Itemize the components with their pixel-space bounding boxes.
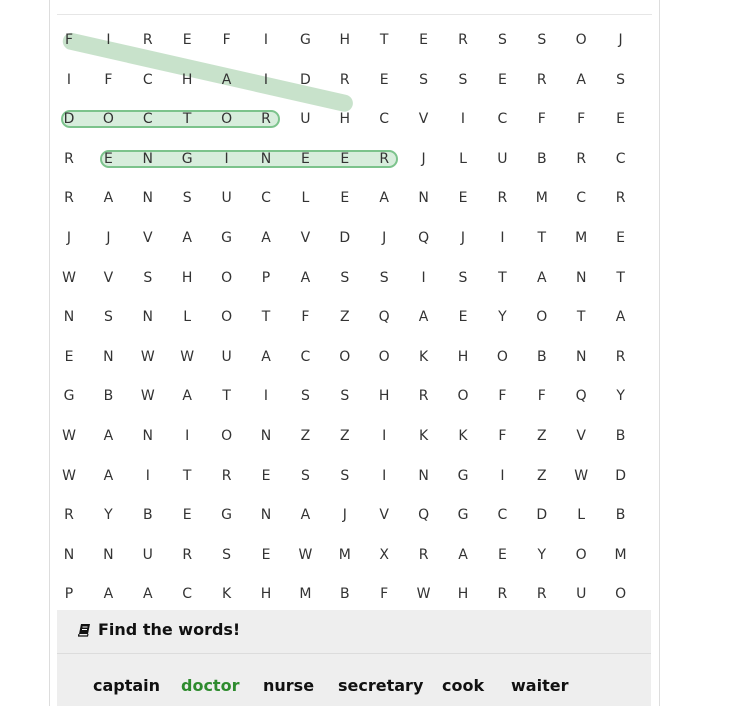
- grid-letter[interactable]: R: [576, 150, 587, 167]
- grid-letter[interactable]: F: [104, 71, 113, 88]
- grid-letter[interactable]: Q: [378, 309, 390, 326]
- grid-letter[interactable]: P: [64, 586, 74, 603]
- grid-letter[interactable]: R: [379, 150, 390, 167]
- grid-letter[interactable]: H: [339, 111, 351, 128]
- grid-letter[interactable]: A: [103, 190, 114, 207]
- grid-letter[interactable]: Z: [340, 428, 350, 444]
- grid-letter[interactable]: E: [497, 71, 507, 88]
- grid-letter[interactable]: C: [142, 71, 153, 88]
- grid-letter[interactable]: E: [300, 150, 310, 167]
- grid-letter[interactable]: W: [62, 467, 76, 484]
- grid-letter[interactable]: O: [615, 586, 627, 603]
- grid-letter[interactable]: G: [457, 467, 469, 484]
- grid-letter[interactable]: R: [418, 546, 429, 563]
- grid-letter[interactable]: T: [379, 32, 389, 48]
- grid-letter[interactable]: Y: [498, 309, 507, 326]
- grid-letter[interactable]: A: [379, 190, 389, 207]
- grid-letter[interactable]: V: [576, 428, 586, 444]
- grid-letter[interactable]: T: [261, 309, 271, 326]
- grid-letter[interactable]: Q: [575, 388, 587, 405]
- grid-letter[interactable]: L: [577, 507, 586, 524]
- grid-letter[interactable]: V: [143, 230, 153, 246]
- grid-letter[interactable]: R: [536, 586, 547, 603]
- grid-letter[interactable]: O: [496, 348, 508, 365]
- grid-letter[interactable]: I: [106, 32, 111, 48]
- grid-letter[interactable]: B: [536, 150, 547, 167]
- grid-letter[interactable]: A: [182, 388, 192, 405]
- grid-letter[interactable]: A: [261, 230, 271, 246]
- grid-letter[interactable]: Z: [340, 309, 350, 326]
- grid-letter[interactable]: W: [62, 269, 76, 286]
- grid-letter[interactable]: T: [222, 388, 231, 405]
- grid-letter[interactable]: W: [298, 546, 313, 563]
- grid-letter[interactable]: J: [106, 230, 111, 246]
- grid-letter[interactable]: S: [379, 269, 389, 286]
- grid-letter[interactable]: E: [182, 32, 192, 48]
- grid-letter[interactable]: F: [577, 111, 586, 128]
- grid-letter[interactable]: W: [416, 586, 431, 603]
- grid-letter[interactable]: O: [221, 111, 233, 128]
- grid-letter[interactable]: M: [338, 546, 351, 563]
- grid-letter[interactable]: S: [143, 269, 153, 286]
- grid-letter[interactable]: R: [418, 388, 429, 405]
- grid-letter[interactable]: A: [418, 309, 429, 326]
- grid-letter[interactable]: C: [615, 150, 626, 167]
- grid-letter[interactable]: H: [378, 388, 390, 405]
- grid-letter[interactable]: R: [182, 546, 193, 563]
- grid-letter[interactable]: S: [300, 388, 310, 405]
- grid-letter[interactable]: G: [221, 507, 233, 524]
- grid-letter[interactable]: A: [103, 428, 114, 444]
- grid-letter[interactable]: L: [301, 190, 310, 207]
- grid-letter[interactable]: I: [263, 71, 269, 88]
- grid-letter[interactable]: N: [63, 309, 75, 326]
- word-waiter: waiter: [511, 676, 569, 695]
- grid-letter[interactable]: W: [62, 428, 76, 444]
- grid-letter[interactable]: D: [300, 71, 311, 88]
- grid-letter[interactable]: H: [457, 586, 469, 603]
- grid-letter[interactable]: A: [182, 230, 192, 246]
- grid-letter[interactable]: R: [497, 586, 508, 603]
- grid-letter[interactable]: I: [460, 111, 466, 128]
- grid-letter[interactable]: N: [418, 190, 429, 207]
- word-list-panel: [57, 610, 651, 706]
- grid-letter[interactable]: G: [221, 230, 233, 246]
- grid-letter[interactable]: W: [140, 388, 155, 405]
- grid-letter[interactable]: U: [221, 190, 232, 207]
- grid-letter[interactable]: O: [102, 111, 114, 128]
- grid-letter[interactable]: I: [224, 150, 229, 167]
- grid-letter[interactable]: U: [497, 150, 508, 167]
- grid-letter[interactable]: B: [142, 507, 153, 524]
- grid-letter[interactable]: I: [145, 467, 150, 484]
- grid-letter[interactable]: F: [498, 388, 507, 405]
- grid-letter[interactable]: O: [221, 309, 233, 326]
- grid-letter[interactable]: V: [300, 230, 311, 246]
- grid-letter[interactable]: C: [182, 586, 193, 603]
- grid-letter[interactable]: T: [616, 269, 625, 286]
- grid-letter[interactable]: L: [459, 150, 467, 167]
- grid-letter[interactable]: I: [263, 32, 269, 48]
- grid-letter[interactable]: I: [185, 428, 190, 444]
- grid-letter[interactable]: K: [419, 348, 429, 365]
- grid-letter[interactable]: T: [182, 111, 192, 128]
- grid-letter[interactable]: Q: [418, 507, 430, 524]
- grid-letter[interactable]: J: [618, 32, 623, 48]
- grid-letter[interactable]: M: [614, 546, 627, 563]
- grid-letter[interactable]: U: [300, 111, 311, 128]
- word-list-header: [57, 610, 651, 654]
- grid-letter[interactable]: D: [339, 230, 351, 246]
- grid-letter[interactable]: R: [142, 32, 153, 48]
- grid-letter[interactable]: E: [458, 309, 468, 326]
- grid-letter[interactable]: G: [299, 32, 311, 48]
- grid-letter[interactable]: T: [498, 269, 507, 286]
- grid-letter[interactable]: A: [458, 546, 468, 563]
- grid-letter[interactable]: K: [222, 586, 232, 603]
- grid-letter[interactable]: S: [103, 309, 113, 326]
- grid-letter[interactable]: A: [103, 586, 114, 603]
- grid-letter[interactable]: D: [536, 507, 548, 524]
- grid-letter[interactable]: A: [300, 507, 311, 524]
- grid-letter[interactable]: V: [103, 269, 114, 286]
- grid-letter[interactable]: A: [300, 269, 311, 286]
- grid-letter[interactable]: O: [221, 269, 233, 286]
- grid-letter[interactable]: E: [616, 111, 626, 128]
- grid-letter[interactable]: J: [421, 150, 426, 167]
- grid-letter[interactable]: R: [615, 190, 626, 207]
- grid-letter[interactable]: R: [64, 507, 74, 524]
- grid-letter[interactable]: E: [458, 190, 468, 207]
- grid-letter[interactable]: E: [379, 71, 389, 88]
- grid-letter[interactable]: L: [183, 309, 192, 326]
- grid-letter[interactable]: C: [497, 507, 508, 524]
- grid-letter[interactable]: B: [615, 507, 626, 524]
- grid-letter[interactable]: E: [182, 507, 192, 524]
- grid-letter[interactable]: F: [64, 32, 74, 48]
- grid-letter[interactable]: M: [535, 190, 548, 207]
- grid-letter[interactable]: N: [103, 348, 114, 365]
- grid-letter[interactable]: A: [615, 309, 626, 326]
- grid-letter[interactable]: I: [263, 388, 269, 405]
- grid-letter[interactable]: E: [340, 150, 350, 167]
- grid-letter[interactable]: U: [142, 546, 153, 563]
- grid-letter[interactable]: J: [382, 230, 387, 246]
- grid-letter[interactable]: D: [63, 111, 75, 128]
- grid-letter[interactable]: N: [103, 546, 114, 563]
- grid-letter[interactable]: R: [261, 111, 271, 128]
- grid-letter[interactable]: U: [576, 586, 587, 603]
- grid-letter[interactable]: H: [181, 71, 193, 88]
- grid-letter[interactable]: R: [497, 190, 508, 207]
- grid-letter[interactable]: H: [457, 348, 469, 365]
- grid-letter[interactable]: Z: [300, 428, 311, 444]
- grid-letter[interactable]: O: [378, 348, 390, 365]
- word-secretary: secretary: [338, 676, 424, 695]
- grid-letter[interactable]: E: [340, 190, 350, 207]
- grid-letter[interactable]: N: [260, 507, 272, 524]
- grid-letter[interactable]: S: [340, 269, 350, 286]
- grid-letter[interactable]: C: [261, 190, 271, 207]
- grid-letter[interactable]: E: [103, 150, 113, 167]
- grid-letter[interactable]: D: [615, 467, 626, 484]
- grid-letter[interactable]: E: [261, 546, 271, 563]
- grid-letter[interactable]: S: [340, 467, 350, 484]
- grid-letter[interactable]: G: [457, 507, 469, 524]
- panel-title: Find the words!: [98, 620, 241, 639]
- grid-letter[interactable]: F: [380, 586, 389, 603]
- grid-letter[interactable]: R: [64, 190, 74, 207]
- grid-letter[interactable]: A: [537, 269, 547, 286]
- grid-letter[interactable]: N: [142, 428, 154, 444]
- grid-letter[interactable]: A: [143, 586, 153, 603]
- grid-letter[interactable]: I: [500, 230, 505, 246]
- grid-letter[interactable]: N: [575, 348, 587, 365]
- grid-letter[interactable]: H: [339, 32, 351, 48]
- grid-letter[interactable]: W: [574, 467, 589, 484]
- grid-letter[interactable]: E: [64, 348, 74, 365]
- grid-letter[interactable]: S: [458, 71, 468, 88]
- word-captain: captain: [93, 676, 161, 695]
- grid-letter[interactable]: F: [537, 111, 546, 128]
- grid-letter[interactable]: C: [379, 111, 390, 128]
- grid-letter[interactable]: S: [182, 190, 192, 207]
- grid-letter[interactable]: Y: [104, 507, 113, 524]
- grid-letter[interactable]: O: [221, 428, 233, 444]
- grid-letter[interactable]: S: [300, 467, 310, 484]
- grid-letter[interactable]: E: [616, 230, 626, 246]
- grid-letter[interactable]: N: [63, 546, 75, 563]
- grid-letter[interactable]: S: [458, 269, 468, 286]
- grid-letter[interactable]: Z: [537, 467, 547, 484]
- grid-letter[interactable]: K: [419, 428, 429, 444]
- grid-letter[interactable]: U: [221, 348, 232, 365]
- grid-letter[interactable]: K: [458, 428, 468, 444]
- grid-letter[interactable]: E: [419, 32, 429, 48]
- grid-letter[interactable]: B: [339, 586, 350, 603]
- grid-letter[interactable]: C: [576, 190, 587, 207]
- grid-letter[interactable]: X: [379, 546, 389, 563]
- grid-letter[interactable]: S: [616, 71, 626, 88]
- grid-letter[interactable]: B: [536, 348, 547, 365]
- grid-letter[interactable]: W: [180, 348, 195, 365]
- grid-letter[interactable]: N: [418, 467, 429, 484]
- grid-letter[interactable]: S: [340, 388, 350, 405]
- grid-letter[interactable]: O: [339, 348, 351, 365]
- grid-letter[interactable]: W: [140, 348, 155, 365]
- grid-letter[interactable]: I: [500, 467, 505, 484]
- grid-letter[interactable]: Y: [616, 388, 625, 405]
- grid-letter[interactable]: N: [260, 428, 272, 444]
- grid-letter[interactable]: A: [221, 71, 232, 88]
- grid-letter[interactable]: B: [615, 428, 626, 444]
- grid-letter[interactable]: S: [537, 32, 547, 48]
- grid-letter[interactable]: C: [142, 111, 153, 128]
- grid-letter[interactable]: Y: [537, 546, 547, 563]
- grid-letter[interactable]: S: [222, 546, 232, 563]
- grid-letter[interactable]: P: [261, 269, 271, 286]
- grid-letter[interactable]: H: [181, 269, 193, 286]
- grid-letter[interactable]: Z: [537, 428, 547, 444]
- grid-letter[interactable]: A: [261, 348, 271, 365]
- grid-letter[interactable]: R: [458, 32, 468, 48]
- grid-letter[interactable]: O: [575, 546, 587, 563]
- grid-letter[interactable]: E: [497, 546, 507, 563]
- grid-letter[interactable]: S: [419, 71, 429, 88]
- grid-letter[interactable]: T: [182, 467, 192, 484]
- grid-letter[interactable]: E: [261, 467, 271, 484]
- grid-letter[interactable]: I: [382, 467, 387, 484]
- grid-letter[interactable]: R: [221, 467, 232, 484]
- grid-letter[interactable]: N: [575, 269, 587, 286]
- grid-letter[interactable]: T: [537, 230, 547, 246]
- grid-letter[interactable]: N: [142, 150, 154, 167]
- word-nurse: nurse: [263, 676, 315, 695]
- grid-letter[interactable]: R: [536, 71, 547, 88]
- grid-letter[interactable]: T: [576, 309, 586, 326]
- word-cook: cook: [442, 676, 485, 695]
- grid-letter[interactable]: O: [457, 388, 469, 405]
- grid-letter[interactable]: R: [615, 348, 626, 365]
- grid-letter[interactable]: N: [260, 150, 272, 167]
- grid-letter[interactable]: N: [142, 309, 154, 326]
- grid-letter[interactable]: F: [222, 32, 231, 48]
- grid-letter[interactable]: Q: [418, 230, 430, 246]
- word-doctor: doctor: [181, 676, 240, 695]
- grid-letter[interactable]: F: [537, 388, 546, 405]
- grid-letter[interactable]: M: [575, 230, 588, 246]
- grid-letter[interactable]: J: [66, 230, 72, 246]
- grid-letter[interactable]: I: [66, 71, 72, 88]
- grid-letter[interactable]: C: [300, 348, 311, 365]
- grid-letter[interactable]: O: [575, 32, 587, 48]
- grid-letter[interactable]: R: [64, 150, 74, 167]
- grid-letter[interactable]: V: [379, 507, 389, 524]
- grid-letter[interactable]: C: [497, 111, 508, 128]
- grid-letter[interactable]: N: [142, 190, 154, 207]
- grid-letter[interactable]: B: [103, 388, 114, 405]
- grid-letter[interactable]: R: [339, 71, 350, 88]
- book-icon: [78, 623, 91, 637]
- grid-letter[interactable]: F: [498, 428, 507, 444]
- grid-letter[interactable]: A: [103, 467, 114, 484]
- grid-letter[interactable]: G: [63, 388, 75, 405]
- grid-letter[interactable]: J: [342, 507, 347, 524]
- grid-letter[interactable]: F: [301, 309, 310, 326]
- grid-letter[interactable]: I: [382, 428, 387, 444]
- grid-letter[interactable]: A: [576, 71, 586, 88]
- grid-letter[interactable]: G: [181, 150, 193, 167]
- grid-letter[interactable]: O: [536, 309, 548, 326]
- grid-letter[interactable]: M: [299, 586, 312, 603]
- grid-letter[interactable]: J: [460, 230, 466, 246]
- grid-letter[interactable]: I: [421, 269, 426, 286]
- grid-letter[interactable]: V: [418, 111, 429, 128]
- grid-letter[interactable]: S: [497, 32, 507, 48]
- grid-letter[interactable]: H: [260, 586, 272, 603]
